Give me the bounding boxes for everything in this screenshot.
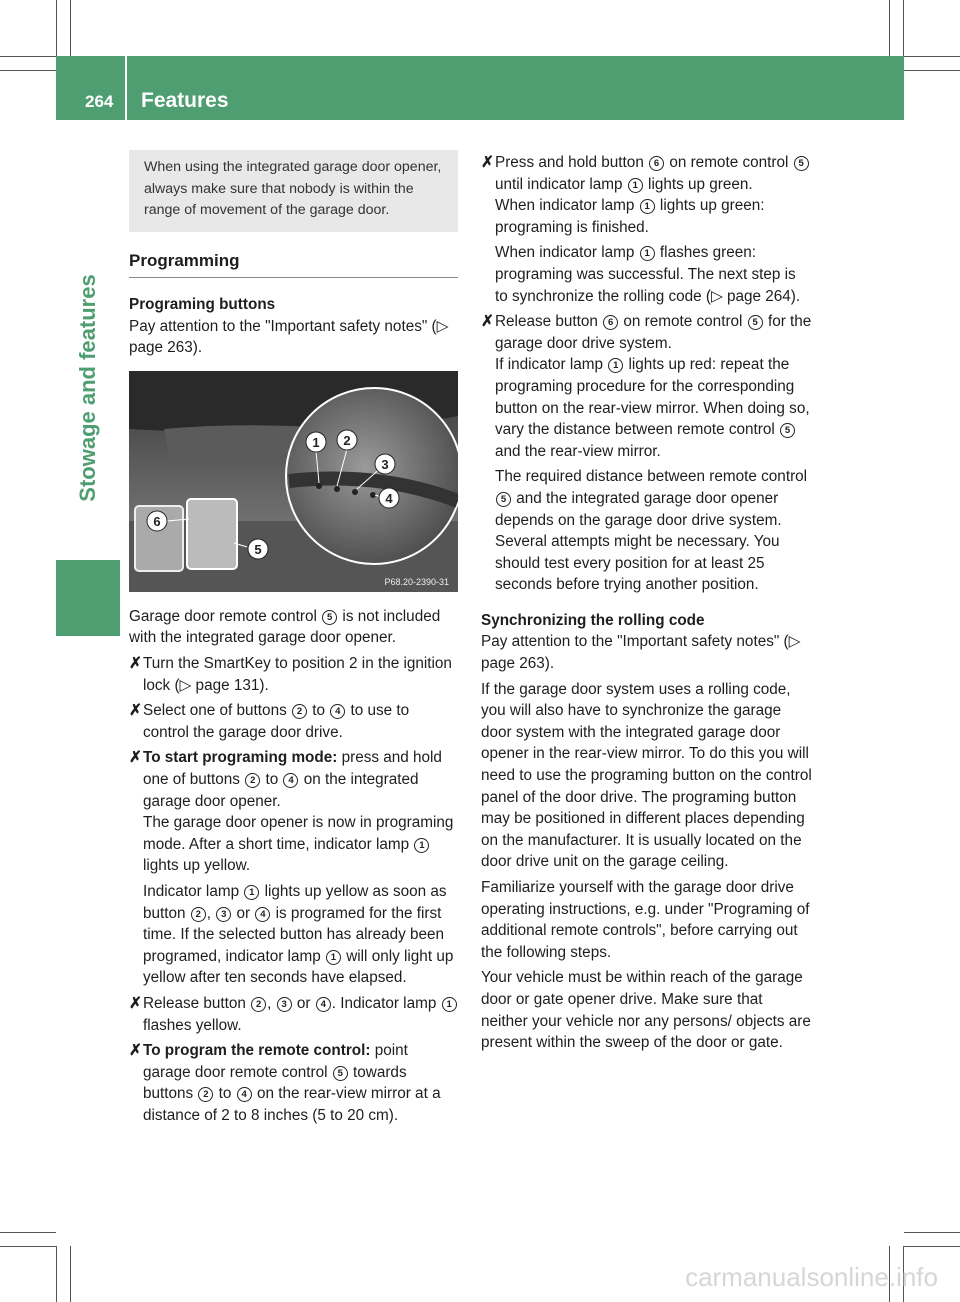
- callout-4-label: 4: [385, 490, 393, 506]
- text-run: Release button: [495, 313, 603, 331]
- text-run: When indicator lamp: [495, 197, 639, 215]
- step-detail: [129, 881, 458, 989]
- text-run: on remote control: [619, 313, 747, 331]
- right-column: [481, 152, 812, 1058]
- step-item: [129, 993, 458, 1036]
- text-run: lights up green.: [643, 175, 753, 193]
- section-heading: Programming: [129, 250, 458, 279]
- step-marker-icon: ✗: [481, 313, 494, 331]
- callout-5: [248, 539, 268, 559]
- callout-ref-5: 5: [333, 1066, 348, 1081]
- warning-box: [129, 150, 458, 232]
- callout-3-label: 3: [381, 456, 389, 472]
- crop-mark: [904, 70, 960, 71]
- crop-mark: [903, 0, 904, 56]
- indicator-lamp: [316, 483, 322, 489]
- step-marker-icon: ✗: [129, 1042, 142, 1060]
- subheading: Programing buttons: [129, 296, 276, 314]
- callout-6: [147, 511, 167, 531]
- callout-ref-5: 5: [748, 315, 763, 330]
- crop-mark: [70, 0, 71, 56]
- callout-ref-1: 1: [414, 838, 429, 853]
- step-marker-icon: ✗: [129, 702, 142, 720]
- text-run: flashes yellow.: [143, 1016, 242, 1034]
- paragraph: Pay attention to the "Important safety notes" (▷ page 263).: [129, 317, 449, 357]
- text-run: Release button: [143, 994, 251, 1012]
- header-divider: [125, 56, 127, 120]
- figure-code: P68.20-2390-31: [384, 576, 449, 587]
- step-marker-icon: ✗: [129, 994, 142, 1012]
- text-run: The required distance between remote control: [495, 468, 808, 486]
- step-item: [481, 152, 812, 238]
- text-run: to: [261, 771, 283, 789]
- left-column: [129, 150, 458, 1131]
- callout-ref-2: 2: [292, 704, 307, 719]
- page-number: 264: [85, 92, 114, 111]
- text-run: is not included with the integrated garage door opener.: [129, 607, 441, 647]
- callout-ref-5: 5: [794, 156, 809, 171]
- paragraph: Pay attention to the "Important safety notes" (▷ page 263).: [481, 633, 801, 673]
- callout-1: [306, 432, 326, 452]
- step-detail: [481, 466, 812, 596]
- callout-ref-1: 1: [628, 178, 643, 193]
- text-run: to: [307, 702, 330, 720]
- callout-6-label: 6: [153, 513, 161, 529]
- paragraph: Familiarize yourself with the garage door drive operating instructions, e.g. under "Programing of additional remote controls", before carrying out the following steps.: [481, 879, 810, 961]
- remote-control: [187, 499, 237, 569]
- text-run: point garage door remote control: [143, 1042, 408, 1081]
- crop-mark: [56, 1246, 57, 1302]
- crop-mark: [904, 56, 960, 57]
- step-marker-icon: ✗: [481, 154, 494, 171]
- callout-ref-4: 4: [316, 997, 331, 1012]
- crop-mark: [0, 1246, 56, 1247]
- paragraph: If the garage door system uses a rolling code, you will also have to synchronize the garage door system with the integrated garage door opener in the rear-view mirror. To do this you will need to use the programing button on the control panel of the door drive. The programing button may be positioned in different places depending on the manufacturer. It is usually located on the door drive unit on the garage ceiling.: [481, 680, 812, 871]
- crop-mark: [0, 1232, 56, 1233]
- button-dot: [334, 486, 340, 492]
- text-run: on remote control: [665, 154, 793, 171]
- paragraph: [129, 606, 458, 649]
- footer-watermark: carmanualsonline.info: [685, 1262, 938, 1292]
- text-run: press and hold one of buttons: [143, 749, 442, 789]
- text-run: on the rear-view mirror at a distance of 2 to 8 inches (5 to 20 cm).: [143, 1085, 441, 1124]
- section-title: Features: [141, 89, 229, 112]
- side-tab-label: Stowage and features: [75, 274, 100, 502]
- callout-ref-4: 4: [283, 773, 298, 788]
- step-marker-icon: ✗: [129, 655, 142, 673]
- text-run: flashes green: programing was successful. The next step is to synchronize the rolling code (▷ page 264).: [495, 244, 801, 305]
- text-run: lights up yellow.: [143, 857, 251, 875]
- text-run: and the rear-view mirror.: [495, 442, 661, 460]
- text-run: lights up yellow as soon as button: [143, 883, 447, 922]
- callout-ref-4: 4: [255, 907, 270, 922]
- callout-1-label: 1: [312, 434, 320, 450]
- text-run: is programed for the first time. If the selected button has already been programed, indicator lamp: [143, 904, 445, 965]
- text-run: When indicator lamp: [495, 244, 639, 262]
- side-tab-marker: [56, 560, 120, 636]
- text-run: for the garage door drive system.: [495, 313, 812, 352]
- side-tab: [56, 158, 120, 618]
- callout-ref-3: 3: [277, 997, 292, 1012]
- callout-ref-1: 1: [640, 246, 655, 261]
- text-run: The garage door opener is now in programing mode. After a short time, indicator lamp: [143, 814, 454, 853]
- text-run: lights up red: repeat the programing procedure for the corresponding button on the rear-view mirror. When doing so, vary the distance between remote control: [495, 356, 810, 439]
- callout-ref-3: 3: [216, 907, 231, 922]
- crop-mark: [0, 70, 56, 71]
- callout-ref-5: 5: [496, 492, 511, 507]
- step-item: [481, 311, 812, 462]
- callout-5-label: 5: [254, 541, 262, 557]
- step-marker-icon: ✗: [129, 749, 142, 767]
- text-run: or: [292, 994, 315, 1012]
- callout-ref-2: 2: [251, 997, 266, 1012]
- text-run: If indicator lamp: [495, 356, 608, 374]
- text-run: Garage door remote control: [129, 607, 322, 625]
- callout-ref-1: 1: [608, 358, 623, 373]
- callout-4: [379, 488, 399, 508]
- step-item: [129, 747, 458, 877]
- crop-mark: [889, 0, 890, 56]
- callout-ref-2: 2: [198, 1087, 213, 1102]
- text-run: ,: [206, 904, 216, 922]
- step-item: [129, 653, 458, 696]
- callout-ref-5: 5: [780, 423, 795, 438]
- crop-mark: [56, 0, 57, 56]
- callout-ref-6: 6: [603, 315, 618, 330]
- callout-ref-4: 4: [330, 704, 345, 719]
- crop-mark: [70, 1246, 71, 1302]
- step-detail: [481, 242, 812, 307]
- text-run: or: [232, 904, 255, 922]
- callout-2: [337, 430, 357, 450]
- crop-mark: [0, 56, 56, 57]
- subheading: Synchronizing the rolling code: [481, 611, 705, 629]
- text-run: to: [214, 1085, 236, 1103]
- text-run: will only light up yellow after ten seconds have elapsed.: [143, 947, 454, 987]
- warning-text: When using the integrated garage door opener, always make sure that nobody is within the range of movement of the garage door.: [144, 159, 442, 218]
- callout-ref-1: 1: [244, 885, 259, 900]
- callout-ref-5: 5: [322, 610, 337, 625]
- callout-ref-2: 2: [245, 773, 260, 788]
- mirror-figure: [129, 371, 458, 592]
- text-run: lights up green: programing is finished.: [495, 197, 765, 236]
- crop-mark: [904, 1232, 960, 1233]
- button-dot: [352, 489, 358, 495]
- text-run: to use to control the garage door drive.: [143, 702, 410, 741]
- callout-ref-2: 2: [191, 907, 206, 922]
- callout-2-label: 2: [343, 432, 351, 448]
- callout-ref-1: 1: [326, 950, 341, 965]
- text-run: Turn the SmartKey to position 2 in the ignition lock (▷ page 131).: [143, 655, 452, 694]
- step-title: To start programing mode:: [143, 749, 338, 767]
- callout-ref-1: 1: [442, 997, 457, 1012]
- text-run: Select one of buttons: [143, 702, 291, 720]
- step-title: To program the remote control:: [143, 1042, 371, 1060]
- text-run: towards buttons: [143, 1063, 407, 1103]
- text-run: until indicator lamp: [495, 175, 627, 193]
- text-run: ,: [267, 994, 276, 1012]
- callout-3: [375, 454, 395, 474]
- callout-ref-6: 6: [649, 156, 664, 171]
- step-item: [129, 1040, 458, 1126]
- crop-mark: [904, 1246, 960, 1247]
- paragraph: Your vehicle must be within reach of the garage door or gate opener drive. Make sure that neither your vehicle nor any persons/ objects are present within the sweep of the door or gate.: [481, 969, 811, 1052]
- text-run: and the integrated garage door opener depends on the garage door drive system. Several attempts might be necessary. You should test every position for at least 25 seconds before trying another position.: [495, 489, 782, 594]
- text-run: Press and hold button: [495, 154, 649, 171]
- text-run: . Indicator lamp: [331, 994, 441, 1012]
- callout-ref-4: 4: [237, 1087, 252, 1102]
- text-run: on the integrated garage door opener.: [143, 771, 419, 810]
- step-item: [129, 700, 458, 743]
- text-run: Indicator lamp: [143, 883, 244, 900]
- callout-ref-1: 1: [640, 199, 655, 214]
